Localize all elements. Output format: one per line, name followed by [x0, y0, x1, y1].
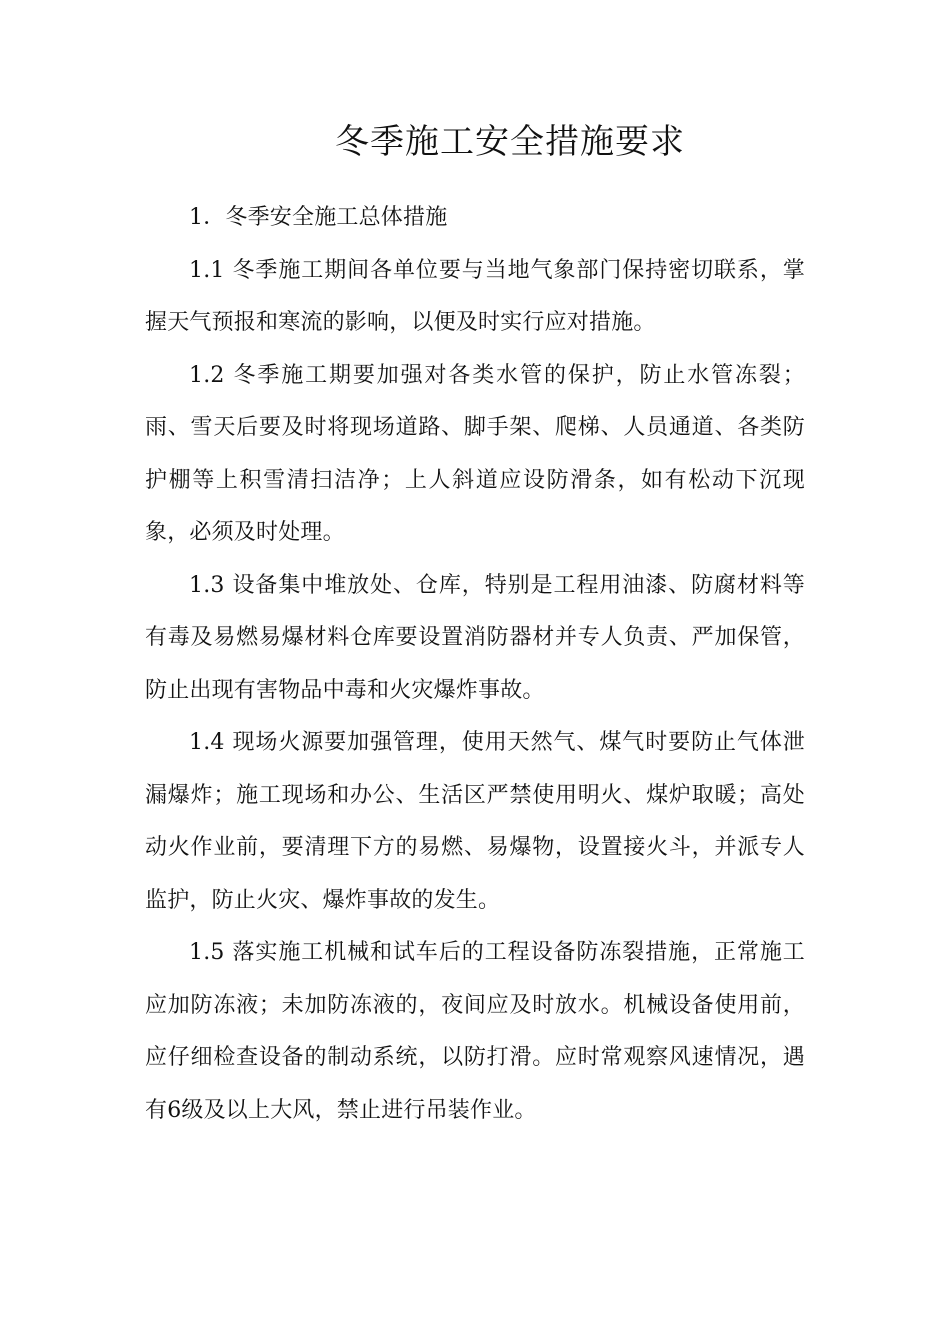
section-heading-1: 1．冬季安全施工总体措施	[189, 205, 448, 230]
document-title: 冬季施工安全措施要求	[335, 122, 685, 162]
paragraph-1-2: 1.2 冬季施工期要加强对各类水管的保护，防止水管冻裂；雨、雪天后要及时将现场道路、脚手架、爬梯、人员通道、各类防护棚等上积雪清扫洁净；上人斜道应设防滑条，如有松动下沉现象，必须及时处理。	[145, 362, 805, 545]
paragraph-1-4: 1.4 现场火源要加强管理，使用天然气、煤气时要防止气体泄漏爆炸；施工现场和办公、生活区严禁使用明火、煤炉取暖；高处动火作业前，要清理下方的易燃、易爆物，设置接火斗，并派专人监护，防止火灾、爆炸事故的发生。	[145, 730, 805, 913]
paragraph-1-5: 1.5 落实施工机械和试车后的工程设备防冻裂措施，正常施工应加防冻液；未加防冻液的，夜间应及时放水。机械设备使用前，应仔细检查设备的制动系统，以防打滑。应时常观察风速情况，遇有6级及以上大风，禁止进行吊装作业。	[145, 940, 805, 1123]
paragraph-1-3: 1.3 设备集中堆放处、仓库，特别是工程用油漆、防腐材料等有毒及易燃易爆材料仓库要设置消防器材并专人负责、严加保管，防止出现有害物品中毒和火灾爆炸事故。	[145, 572, 805, 703]
document-body	[145, 192, 805, 1137]
paragraph-1-1: 1.1 冬季施工期间各单位要与当地气象部门保持密切联系，掌握天气预报和寒流的影响，以便及时实行应对措施。	[145, 257, 805, 335]
